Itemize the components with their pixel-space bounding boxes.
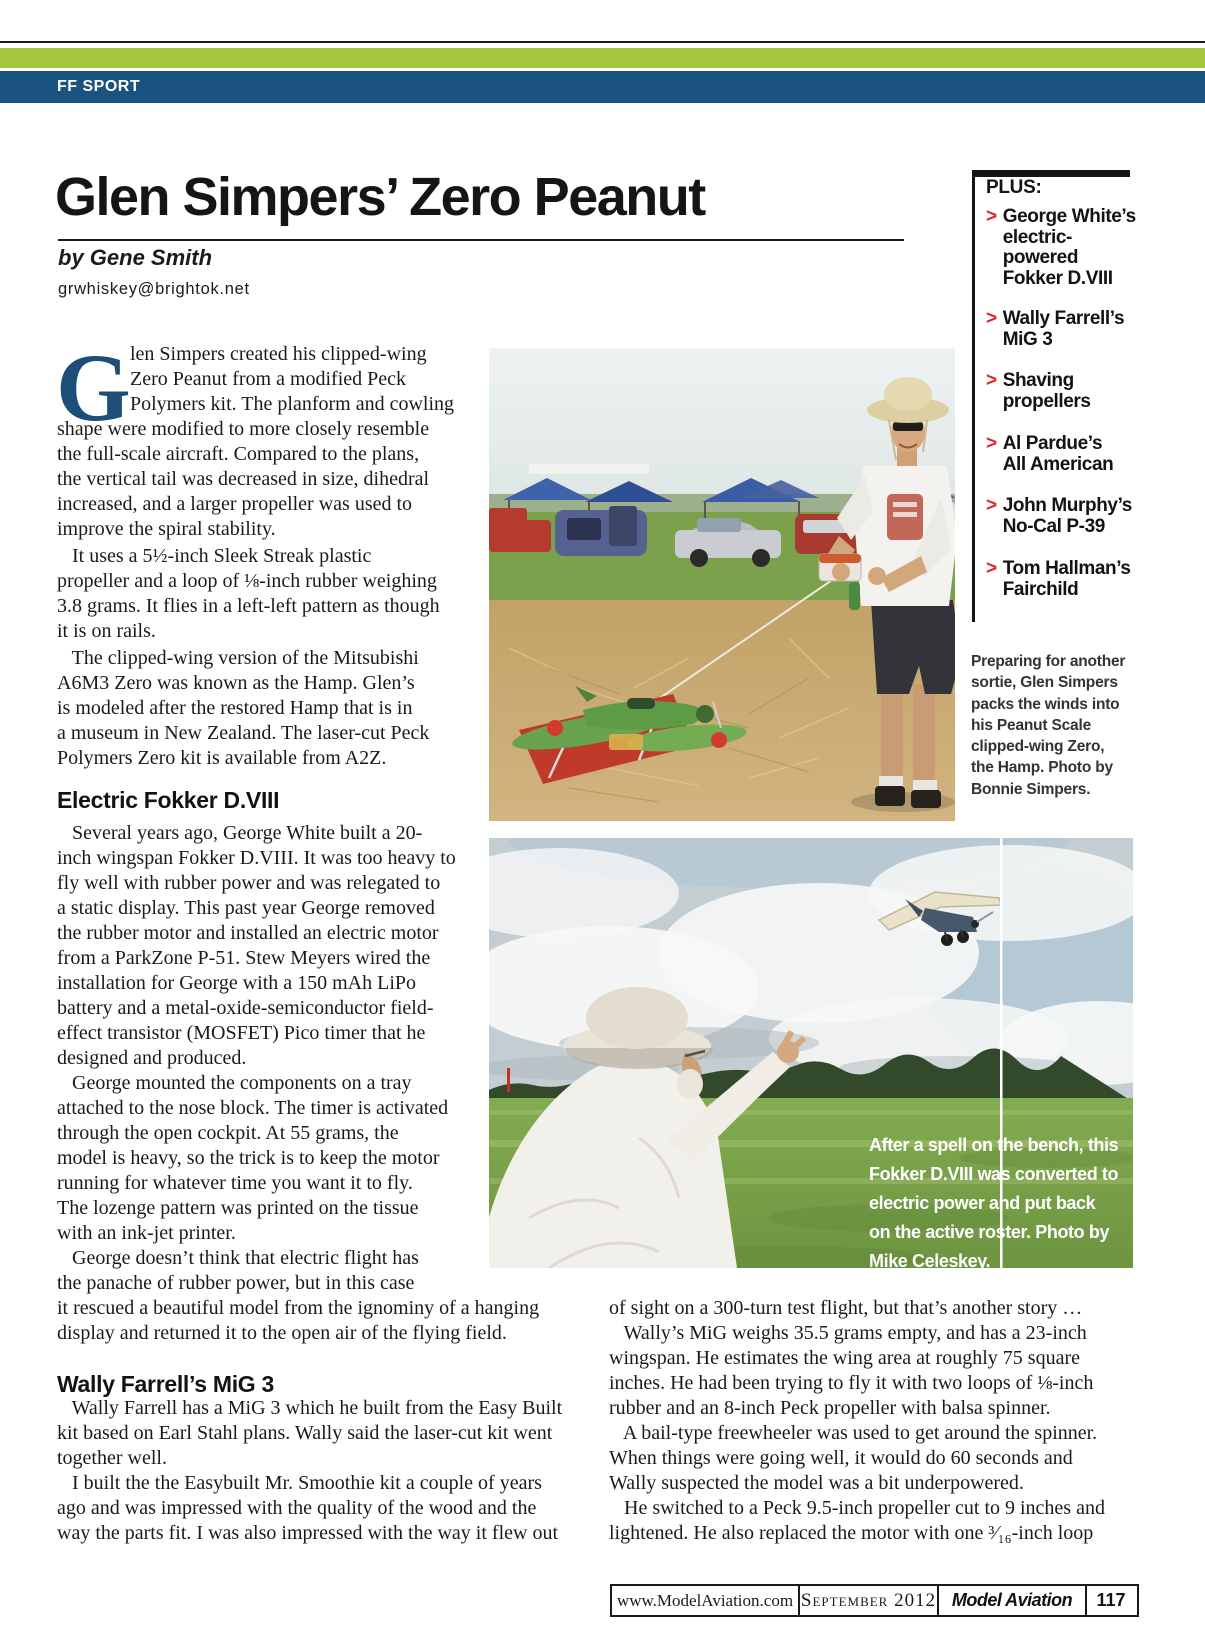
blue-band <box>0 71 1205 103</box>
paragraph: George doesn’t think that electric flight has the panache of rubber power, but in this case <box>57 1247 419 1294</box>
dropcap: G <box>56 334 131 441</box>
plus-heading: PLUS: <box>986 177 1042 198</box>
section-kicker: FF SPORT <box>57 78 141 95</box>
plus-item-label: Shaving propellers <box>1002 370 1091 412</box>
chevron-icon: > <box>986 370 997 391</box>
footer-issue-date: September 2012 <box>798 1586 937 1615</box>
plus-box-top-bar <box>972 170 1130 177</box>
plus-item-label: John Murphy’s No-Cal P-39 <box>1002 495 1132 537</box>
section-heading-mig: Wally Farrell’s MiG 3 <box>57 1371 274 1397</box>
plus-item <box>986 559 1131 600</box>
photo-glen-simpers-winding <box>489 348 955 821</box>
photo1-illustration <box>489 348 955 821</box>
byline: by Gene Smith <box>58 245 213 270</box>
plus-box-left-rule <box>972 170 975 622</box>
section-heading-fokker: Electric Fokker D.VIII <box>57 787 280 813</box>
plus-item <box>986 371 1091 412</box>
title-rule <box>58 239 904 241</box>
footer-magazine-name: Model Aviation <box>937 1586 1085 1615</box>
paragraph: it rescued a beautiful model from the ignominy of a hanging display and returned it to the open air of the flying field. <box>57 1297 540 1344</box>
paragraph: It uses a 5½-inch Sleek Streak plastic propeller and a loop of ⅛-inch rubber weighing 3.8 grams. It flies in a left-left pattern as though it is on rails. <box>57 545 440 642</box>
top-rule <box>0 41 1205 43</box>
paragraph: George mounted the components on a tray attached to the nose block. The timer is activated through the open cockpit. At 55 grams, the model is heavy, so the trick is to keep the motor running for whatever time you want it to fly. The lozenge pattern was printed on the tissue with an ink-jet printer. <box>57 1072 449 1244</box>
page-footer <box>610 1584 1139 1617</box>
green-band <box>0 48 1205 68</box>
paragraph: Wally Farrell has a MiG 3 which he built from the Easy Built kit based on Earl Stahl plans. Wally said the laser-cut kit went together well. <box>57 1397 563 1469</box>
chevron-icon: > <box>986 308 997 329</box>
plus-item <box>986 309 1124 350</box>
article-title: Glen Simpers’ Zero Peanut <box>55 167 705 227</box>
chevron-icon: > <box>986 433 997 454</box>
chevron-icon: > <box>986 558 997 579</box>
field-marker <box>507 1068 510 1092</box>
paragraph: Several years ago, George White built a 20- inch wingspan Fokker D.VIII. It was too heavy to fly well with rubber power and was relegated to a static display. This past year George removed the rubber motor and installed an electric motor from a ParkZone P-51. Stew Meyers wired the installation for George with a 150 mAh LiPo battery and a metal-oxide-semiconductor field- effect transistor (MOSFET) Pico timer that he designed and produced. <box>57 822 456 1069</box>
plus-item <box>986 434 1113 475</box>
plus-item-label: George White’s electric- powered Fokker D.VIII <box>1002 206 1136 289</box>
paragraph: len Simpers created his clipped-wing Zero Peanut from a modified Peck Polymers kit. The planform and cowling <box>130 343 455 415</box>
footer-website[interactable]: www.ModelAviation.com <box>616 1590 794 1610</box>
chevron-icon: > <box>986 495 997 516</box>
plus-item-label: Wally Farrell’s MiG 3 <box>1002 308 1125 350</box>
paragraph: shape were modified to more closely resemble the full-scale aircraft. Compared to the plans, the vertical tail was decreased in size, dihedral increased, and a larger propeller was used to improve the spiral stability. <box>57 418 430 540</box>
author-email[interactable]: grwhiskey@brightok.net <box>58 280 250 298</box>
footer-page-number: 117 <box>1085 1586 1135 1615</box>
right-column-text: of sight on a 300-turn test flight, but that’s another story … Wally’s MiG weighs 35.5 grams empty, and has a 23-inch wingspan. He estimates the wing area at roughly 75 square inches. He had been trying to fly it with two loops of ⅛-inch rubber and an 8-inch Peck propeller with balsa spinner. A bail-type freewheeler was used to get around the spinner. When things were going well, it would do 60 seconds and Wally suspected the model was a bit underpowered. He switched to a Peck 9.5-inch propeller cut to 9 inches and lightened. He also replaced the motor with one ³⁄₁₆-inch loop <box>609 1297 1105 1544</box>
photo1-caption: Preparing for another sortie, Glen Simpers packs the winds into his Peanut Scale clipped-wing Zero, the Hamp. Photo by Bonnie Simpers. <box>971 653 1126 798</box>
photo2-caption: After a spell on the bench, this Fokker D.VIII was converted to electric power and put back on the active roster. Photo by Mike Celeskey. <box>869 1135 1119 1271</box>
paragraph: I built the the Easybuilt Mr. Smoothie kit a couple of years ago and was impressed with the quality of the wood and the way the parts fit. I was also impressed with the way it flew out <box>57 1472 558 1544</box>
plus-item <box>986 496 1132 537</box>
plus-item-label: Al Pardue’s All American <box>1002 433 1114 475</box>
plus-item <box>986 207 1136 289</box>
plus-item-label: Tom Hallman’s Fairchild <box>1002 558 1131 600</box>
chevron-icon: > <box>986 206 997 227</box>
paragraph: The clipped-wing version of the Mitsubishi A6M3 Zero was known as the Hamp. Glen’s is modeled after the restored Hamp that is in a museum in New Zealand. The laser-cut Peck Polymers Zero kit is available from A2Z. <box>57 647 430 769</box>
